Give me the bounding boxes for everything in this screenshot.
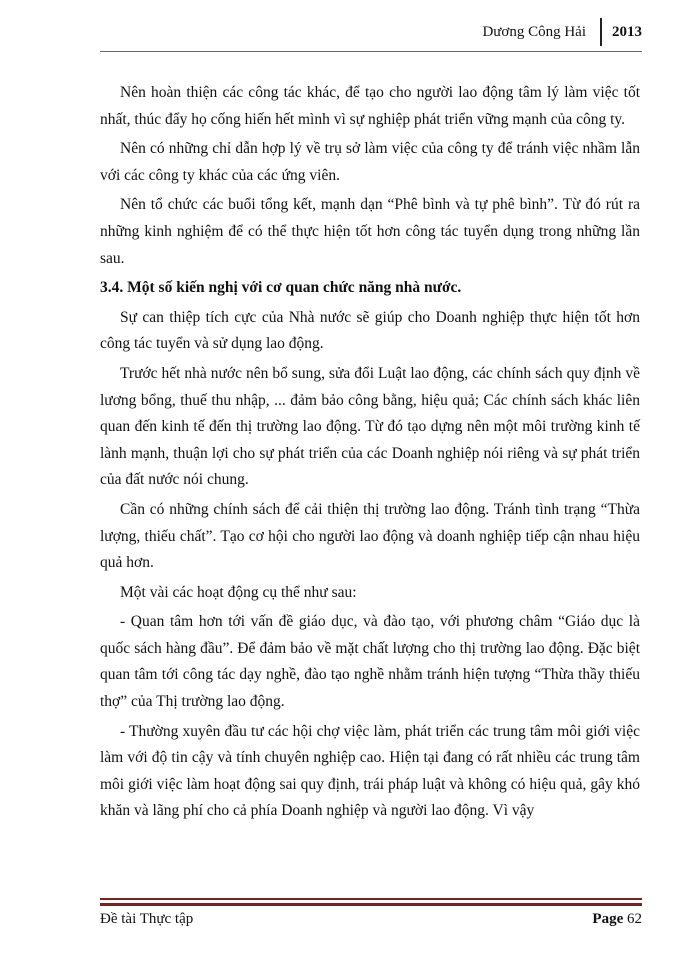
footer-page bbox=[592, 911, 642, 928]
footer-rule-thick bbox=[100, 903, 642, 906]
list-item: - Quan tâm hơn tới vấn đề giáo dục, và đào tạo, với phương châm “Giáo dục là quốc sách hàng đầu”. Để đảm bảo về mặt chất lượng cho thị trường lao động. Đặc biệt quan tâm tới công tác dạy nghề, đào tạo nghề nhằm tránh hiện tượng “Thừa thầy thiếu thợ” của Thị trường lao động. bbox=[100, 613, 640, 711]
header-year: 2013 bbox=[612, 23, 642, 40]
page-header bbox=[482, 18, 642, 46]
header-divider bbox=[600, 18, 602, 46]
paragraph: Trước hết nhà nước nên bổ sung, sửa đổi Luật lao động, các chính sách quy định về lương bổng, thuế thu nhập, ... đảm bảo công bằng, hiệu quả; Các chính sách khác liên quan đến kinh tế đến thị trường lao động. Từ đó tạo dựng nên một môi trường kinh tế lành mạnh, thuận lợi cho sự phát triển của các Doanh nghiệp nói riêng và sự phát triển của đất nước nói chung. bbox=[100, 364, 640, 489]
section-heading: 3.4. Một số kiến nghị với cơ quan chức năng nhà nước. bbox=[100, 279, 462, 297]
paragraph: Nên có những chỉ dẫn hợp lý về trụ sở làm việc của công ty để tránh việc nhầm lẫn với các công ty khác của các ứng viên. bbox=[100, 140, 640, 184]
paragraph: Nên hoàn thiện các công tác khác, để tạo cho người lao động tâm lý làm việc tốt nhất, thúc đẩy họ cống hiến hết mình vì sự nghiệp phát triển vững mạnh của công ty. bbox=[100, 84, 640, 128]
paragraph: Nên tổ chức các buổi tổng kết, mạnh dạn “Phê bình và tự phê bình”. Từ đó rút ra những kinh nghiệm để có thể thực hiện tốt hơn công tác tuyển dụng trong những lần sau. bbox=[100, 196, 640, 267]
footer-page-label: Page bbox=[592, 911, 624, 927]
paragraph: Một vài các hoạt động cụ thể như sau: bbox=[120, 583, 357, 601]
footer-rule-thin bbox=[100, 898, 642, 900]
footer-page-number: 62 bbox=[627, 911, 642, 927]
paragraph: Sự can thiệp tích cực của Nhà nước sẽ giúp cho Doanh nghiệp thực hiện tốt hơn công tác tuyển và sử dụng lao động. bbox=[100, 308, 640, 353]
header-rule bbox=[100, 51, 642, 52]
body-text bbox=[100, 80, 640, 828]
list-item: - Thường xuyên đầu tư các hội chợ việc làm, phát triển các trung tâm môi giới việc làm với độ tin cậy và tính chuyên nghiệp cao. Hiện tại đang có rất nhiều các trung tâm môi giới việc làm hoạt động sai quy định, trái pháp luật và không có hiệu quả, gây khó khăn và lãng phí cho cả phía Doanh nghiệp và người lao động. Vì vậy bbox=[100, 722, 640, 820]
paragraph: Cần có những chính sách để cải thiện thị trường lao động. Tránh tình trạng “Thừa lượng, thiếu chất”. Tạo cơ hội cho người lao động và doanh nghiệp tiếp cận nhau hiệu quả hơn. bbox=[100, 500, 640, 572]
header-author: Dương Công Hải bbox=[482, 23, 586, 40]
footer-title: Đề tài Thực tập bbox=[100, 911, 194, 927]
